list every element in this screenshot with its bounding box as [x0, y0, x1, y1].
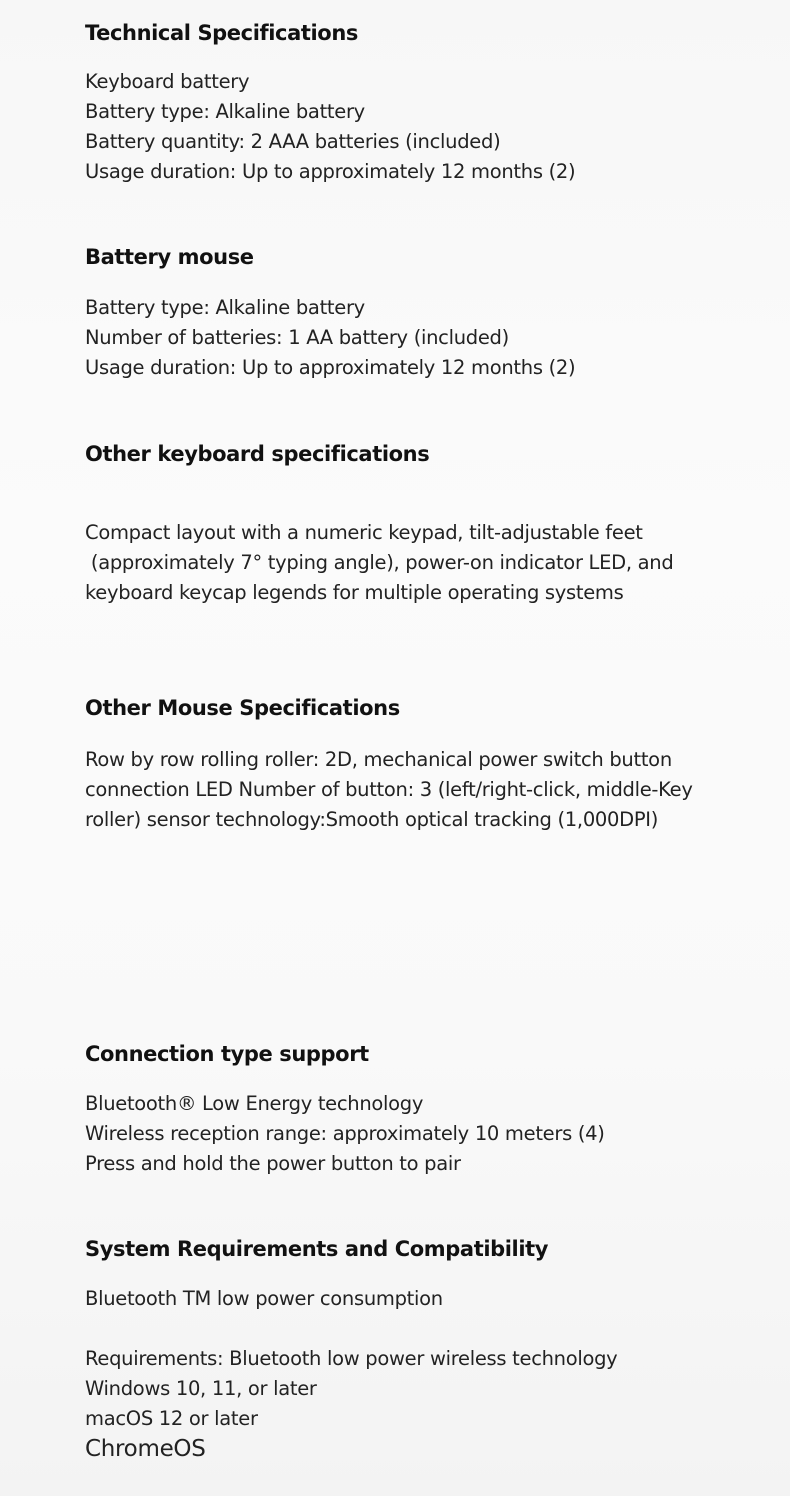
spec-line: Battery type: Alkaline battery — [85, 100, 365, 123]
section-heading: Connection type support — [85, 1042, 369, 1066]
spec-line: Usage duration: Up to approximately 12 months (2) — [85, 160, 576, 183]
section-heading: Technical Specifications — [85, 21, 358, 45]
spec-line: Battery quantity: 2 AAA batteries (included) — [85, 130, 501, 153]
spec-line: Keyboard battery — [85, 70, 250, 93]
section-other-keyboard-specifications — [85, 441, 725, 608]
section-body — [85, 1089, 725, 1179]
section-body — [85, 67, 725, 187]
spec-line: Compact layout with a numeric keypad, tilt-adjustable feet — [85, 521, 643, 544]
spec-line: Press and hold the power button to pair — [85, 1152, 461, 1175]
section-other-mouse-specifications — [85, 695, 725, 835]
section-battery-mouse — [85, 244, 725, 383]
spec-line: Windows 10, 11, or later — [85, 1377, 317, 1400]
section-body — [85, 745, 725, 835]
spec-line: Usage duration: Up to approximately 12 months (2) — [85, 356, 576, 379]
spec-line: Row by row rolling roller: 2D, mechanical power switch button — [85, 748, 672, 771]
section-body — [85, 518, 725, 608]
section-body — [85, 1284, 725, 1464]
spec-line: connection LED Number of button: 3 (left/right-click, middle-Key — [85, 778, 693, 801]
spec-line: keyboard keycap legends for multiple operating systems — [85, 581, 624, 604]
section-technical-specifications — [85, 20, 725, 187]
section-heading: Battery mouse — [85, 245, 254, 269]
spec-line-chromeos: ChromeOS — [85, 1436, 206, 1462]
section-heading: Other keyboard specifications — [85, 442, 430, 466]
spec-line: Number of batteries: 1 AA battery (included) — [85, 326, 509, 349]
spec-line: Bluetooth® Low Energy technology — [85, 1092, 424, 1115]
spacer — [85, 1314, 725, 1344]
spec-line: Bluetooth TM low power consumption — [85, 1287, 443, 1310]
section-heading: System Requirements and Compatibility — [85, 1237, 549, 1261]
section-heading: Other Mouse Specifications — [85, 696, 400, 720]
spec-line: roller) sensor technology:Smooth optical tracking (1,000DPI) — [85, 808, 659, 831]
spec-line: Requirements: Bluetooth low power wireless technology — [85, 1347, 618, 1370]
section-system-requirements — [85, 1236, 725, 1464]
section-connection-type-support — [85, 1041, 725, 1179]
spec-line: Battery type: Alkaline battery — [85, 296, 365, 319]
spec-line: (approximately 7° typing angle), power-on indicator LED, and — [85, 551, 674, 574]
spec-line: Wireless reception range: approximately 10 meters (4) — [85, 1122, 605, 1145]
section-body — [85, 293, 725, 383]
spec-line: macOS 12 or later — [85, 1407, 258, 1430]
